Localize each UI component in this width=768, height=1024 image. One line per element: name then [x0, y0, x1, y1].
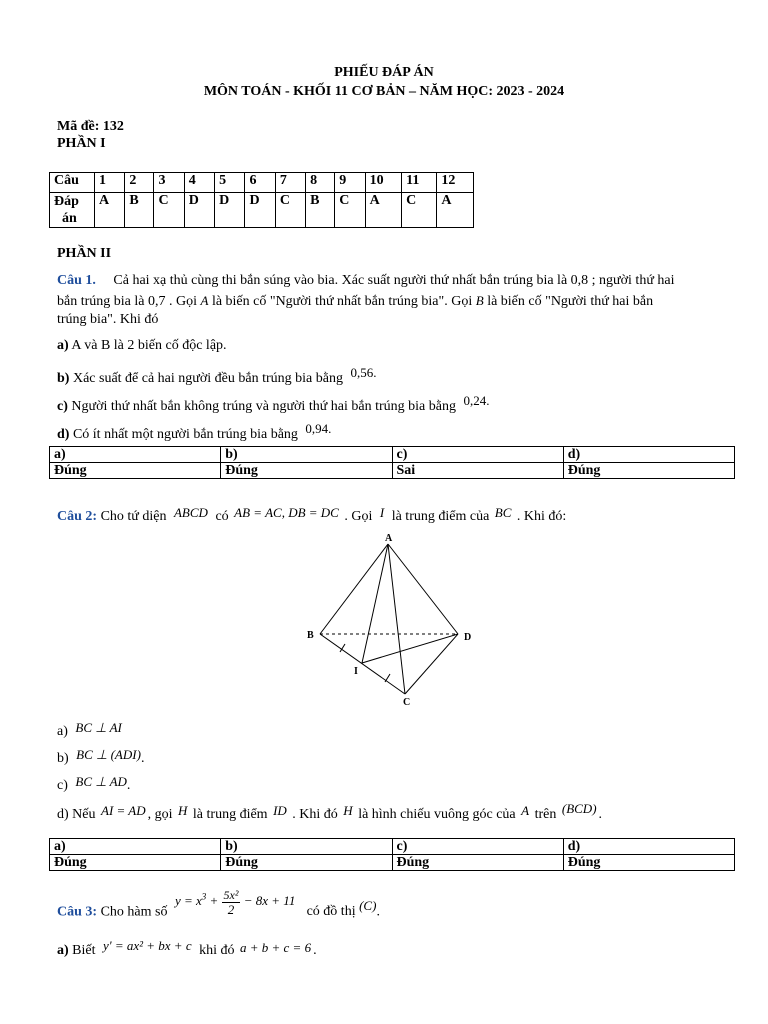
- q3-fraction: [222, 889, 241, 916]
- question-row: [50, 173, 474, 193]
- q2-text-2: có: [215, 509, 229, 524]
- q3-frac-num: 5x²: [223, 887, 239, 902]
- q3-math-c: (C): [359, 898, 377, 914]
- q2-b-math: BC ⊥ (ADI): [76, 747, 141, 762]
- q3-a-text2: khi đó: [199, 943, 235, 958]
- q2-b-label: b): [57, 751, 69, 766]
- q2-math-i: I: [379, 505, 385, 520]
- answer-sheet-subtitle: MÔN TOÁN - KHỐI 11 CƠ BẢN – NĂM HỌC: 2023 - 2024: [203, 84, 565, 99]
- q2-c-label: c): [57, 778, 68, 793]
- result-value-cell: Đúng: [50, 855, 221, 871]
- q2-statement-d: [57, 801, 603, 824]
- q1-text-line2b: là biến cố "Người thứ nhất bắn trúng bia". Gọi: [211, 294, 473, 309]
- q1-text-line2a: bắn trúng bia là 0,7 . Gọi: [57, 294, 197, 309]
- q2-c-end: .: [126, 778, 131, 793]
- answer-cell: A: [365, 193, 402, 228]
- question-number: 9: [335, 173, 365, 193]
- q1-b-value: 0,56.: [350, 365, 377, 380]
- q1-var-b: B: [475, 293, 484, 308]
- edge-ad: [388, 544, 458, 634]
- q2-d-text4: . Khi đó: [292, 807, 338, 822]
- vertex-label-c: C: [403, 697, 411, 708]
- q2-d-math6: (BCD): [561, 801, 597, 816]
- q2-result-table: [49, 838, 735, 871]
- q2-b-end: .: [140, 751, 145, 766]
- part1-heading: PHẦN I: [57, 136, 106, 151]
- answer-cell: C: [154, 193, 184, 228]
- exam-code: Mã đề: 132: [57, 119, 124, 134]
- vertex-label-d: D: [464, 632, 472, 643]
- q2-math-bc: BC: [494, 505, 512, 520]
- q1-a-text: A và B là 2 biến cố độc lập.: [71, 338, 227, 353]
- answer-cell: D: [245, 193, 275, 228]
- result-value-cell: Đúng: [392, 855, 563, 871]
- part2-heading: PHẦN II: [57, 246, 112, 261]
- result-value-cell: Sai: [392, 463, 563, 479]
- q1-a-label: a): [57, 338, 69, 353]
- q3-text-1: Cho hàm số: [100, 904, 168, 920]
- q2-statement-b: [57, 748, 144, 768]
- q1-text-line1: Cả hai xạ thủ cùng thi bắn súng vào bia. Xác suất người thứ nhất bắn trúng bia là 0,8 ; người thứ hai: [113, 273, 675, 288]
- q2-statement-a: [57, 721, 122, 741]
- q3-text-end: .: [376, 904, 380, 920]
- q1-line1: [57, 271, 675, 290]
- answer-cell: C: [275, 193, 305, 228]
- question-number: 8: [306, 173, 335, 193]
- q1-line3: trúng bia". Khi đó: [57, 312, 159, 327]
- answer-cell: B: [125, 193, 154, 228]
- edge-cd: [405, 634, 458, 694]
- q3-text-2: có đồ thị: [306, 904, 356, 920]
- q2-d-text2: , gọi: [147, 807, 173, 822]
- result-value-cell: Đúng: [50, 463, 221, 479]
- answer-row: [50, 193, 474, 228]
- tetrahedron-figure: [300, 530, 480, 710]
- q1-d-value: 0,94.: [305, 421, 332, 436]
- result-value-cell: Đúng: [563, 855, 734, 871]
- q2-a-math: BC ⊥ AI: [75, 720, 122, 735]
- question-number: 11: [402, 173, 437, 193]
- q3-function: [174, 887, 299, 917]
- edge-bc: [320, 634, 405, 694]
- answer-cell: A: [437, 193, 474, 228]
- q3-func-rest: − 8x + 11: [243, 893, 296, 909]
- question-number: 2: [125, 173, 154, 193]
- result-head-cell: c): [392, 447, 563, 463]
- q1-line2: [57, 291, 653, 311]
- edge-id: [362, 634, 458, 663]
- q2-d-text6: trên: [534, 807, 557, 822]
- q2-d-math1: AI = AD: [101, 803, 146, 818]
- q2-d-math5: A: [521, 803, 530, 818]
- q2-math-abcd: ABCD: [173, 505, 208, 520]
- question-number: 4: [184, 173, 214, 193]
- q3-a-end: .: [313, 943, 317, 958]
- q2-d-end: .: [598, 807, 603, 822]
- answer-label-line1: Đáp: [54, 194, 79, 209]
- q2-result-head: [50, 839, 735, 855]
- result-value-cell: Đúng: [221, 855, 392, 871]
- q2-statement-c: [57, 775, 130, 795]
- q1-text-line2c: là biến cố "Người thứ hai bắn: [487, 294, 654, 309]
- q2-d-text5: là hình chiếu vuông góc của: [358, 807, 516, 822]
- q1-statement-d: [57, 421, 332, 444]
- answer-label: [50, 193, 95, 228]
- answer-cell: C: [402, 193, 437, 228]
- q2-d-math4: H: [343, 803, 353, 818]
- vertex-label-i: I: [354, 666, 358, 677]
- question-number: 10: [365, 173, 402, 193]
- edge-ac: [388, 544, 405, 694]
- q1-b-label: b): [57, 371, 70, 386]
- q3-func-plus: +: [209, 893, 219, 909]
- question-label: Câu: [50, 173, 95, 193]
- result-head-cell: b): [221, 447, 392, 463]
- part1-answer-table: [49, 172, 474, 228]
- vertex-label-a: A: [385, 533, 393, 544]
- result-head-cell: d): [563, 839, 734, 855]
- answer-label-line2: án: [62, 211, 77, 226]
- q3-a-text1: Biết: [72, 943, 96, 958]
- answer-cell: C: [335, 193, 365, 228]
- q2-c-math: BC ⊥ AD: [75, 774, 127, 789]
- result-head-cell: d): [563, 447, 734, 463]
- result-value-cell: Đúng: [221, 463, 392, 479]
- q2-a-label: a): [57, 724, 68, 739]
- result-head-cell: b): [221, 839, 392, 855]
- q1-result-head: [50, 447, 735, 463]
- question-number: 3: [154, 173, 184, 193]
- result-head-cell: a): [50, 447, 221, 463]
- q2-d-math2: H: [178, 803, 188, 818]
- q2-text-1: Cho tứ diện: [100, 509, 167, 524]
- q2-text-4: là trung điểm của: [391, 509, 490, 524]
- vertex-label-b: B: [307, 630, 314, 641]
- q2-intro: [57, 506, 566, 526]
- question-number: 7: [275, 173, 305, 193]
- answer-cell: B: [306, 193, 335, 228]
- q1-var-a: A: [200, 293, 209, 308]
- q1-c-value: 0,24.: [463, 393, 490, 408]
- q3-func-left: y = x: [174, 893, 202, 909]
- q3-intro: [57, 887, 380, 926]
- q3-a-label: a): [57, 943, 69, 958]
- result-head-cell: a): [50, 839, 221, 855]
- q1-statement-c: [57, 393, 490, 416]
- q2-d-text3: là trung điểm: [192, 807, 268, 822]
- answer-cell: D: [184, 193, 214, 228]
- q1-c-label: c): [57, 399, 68, 414]
- q1-statement-b: [57, 365, 377, 388]
- q1-label: Câu 1.: [57, 273, 96, 288]
- q1-b-text: Xác suất để cả hai người đều bắn trúng bia bằng: [72, 371, 343, 386]
- q3-frac-den: 2: [227, 901, 235, 917]
- question-number: 12: [437, 173, 474, 193]
- q1-d-label: d): [57, 427, 70, 442]
- tick-mark-ic: [385, 674, 390, 682]
- q1-c-text: Người thứ nhất bắn không trúng và người thứ hai bắn trúng bia bằng: [71, 399, 456, 414]
- q2-math-equal: AB = AC, DB = DC: [234, 505, 339, 520]
- q3-a-math1: y' = ax² + bx + c: [103, 938, 192, 953]
- q2-d-math3: ID: [273, 803, 287, 818]
- q3-a-math2: a + b + c = 6: [239, 940, 312, 955]
- q3-label: Câu 3:: [57, 904, 98, 920]
- answer-sheet-title: PHIẾU ĐÁP ÁN: [334, 65, 434, 80]
- q2-result-values: [50, 855, 735, 871]
- q3-statement-a: [57, 940, 317, 960]
- q1-result-table: [49, 446, 735, 479]
- result-value-cell: Đúng: [563, 463, 734, 479]
- q3-func-exp: 3: [201, 892, 207, 902]
- q2-label: Câu 2:: [57, 509, 98, 524]
- q2-text-3: . Gọi: [344, 509, 373, 524]
- q2-text-5: . Khi đó:: [516, 509, 567, 524]
- result-head-cell: c): [392, 839, 563, 855]
- q1-statement-a: [57, 336, 227, 355]
- question-number: 5: [215, 173, 245, 193]
- q2-d-text1: d) Nếu: [57, 807, 96, 822]
- answer-cell: A: [95, 193, 125, 228]
- answer-cell: D: [215, 193, 245, 228]
- q1-d-text: Có ít nhất một người bắn trúng bia bằng: [72, 427, 298, 442]
- question-number: 6: [245, 173, 275, 193]
- question-number: 1: [95, 173, 125, 193]
- q1-result-values: [50, 463, 735, 479]
